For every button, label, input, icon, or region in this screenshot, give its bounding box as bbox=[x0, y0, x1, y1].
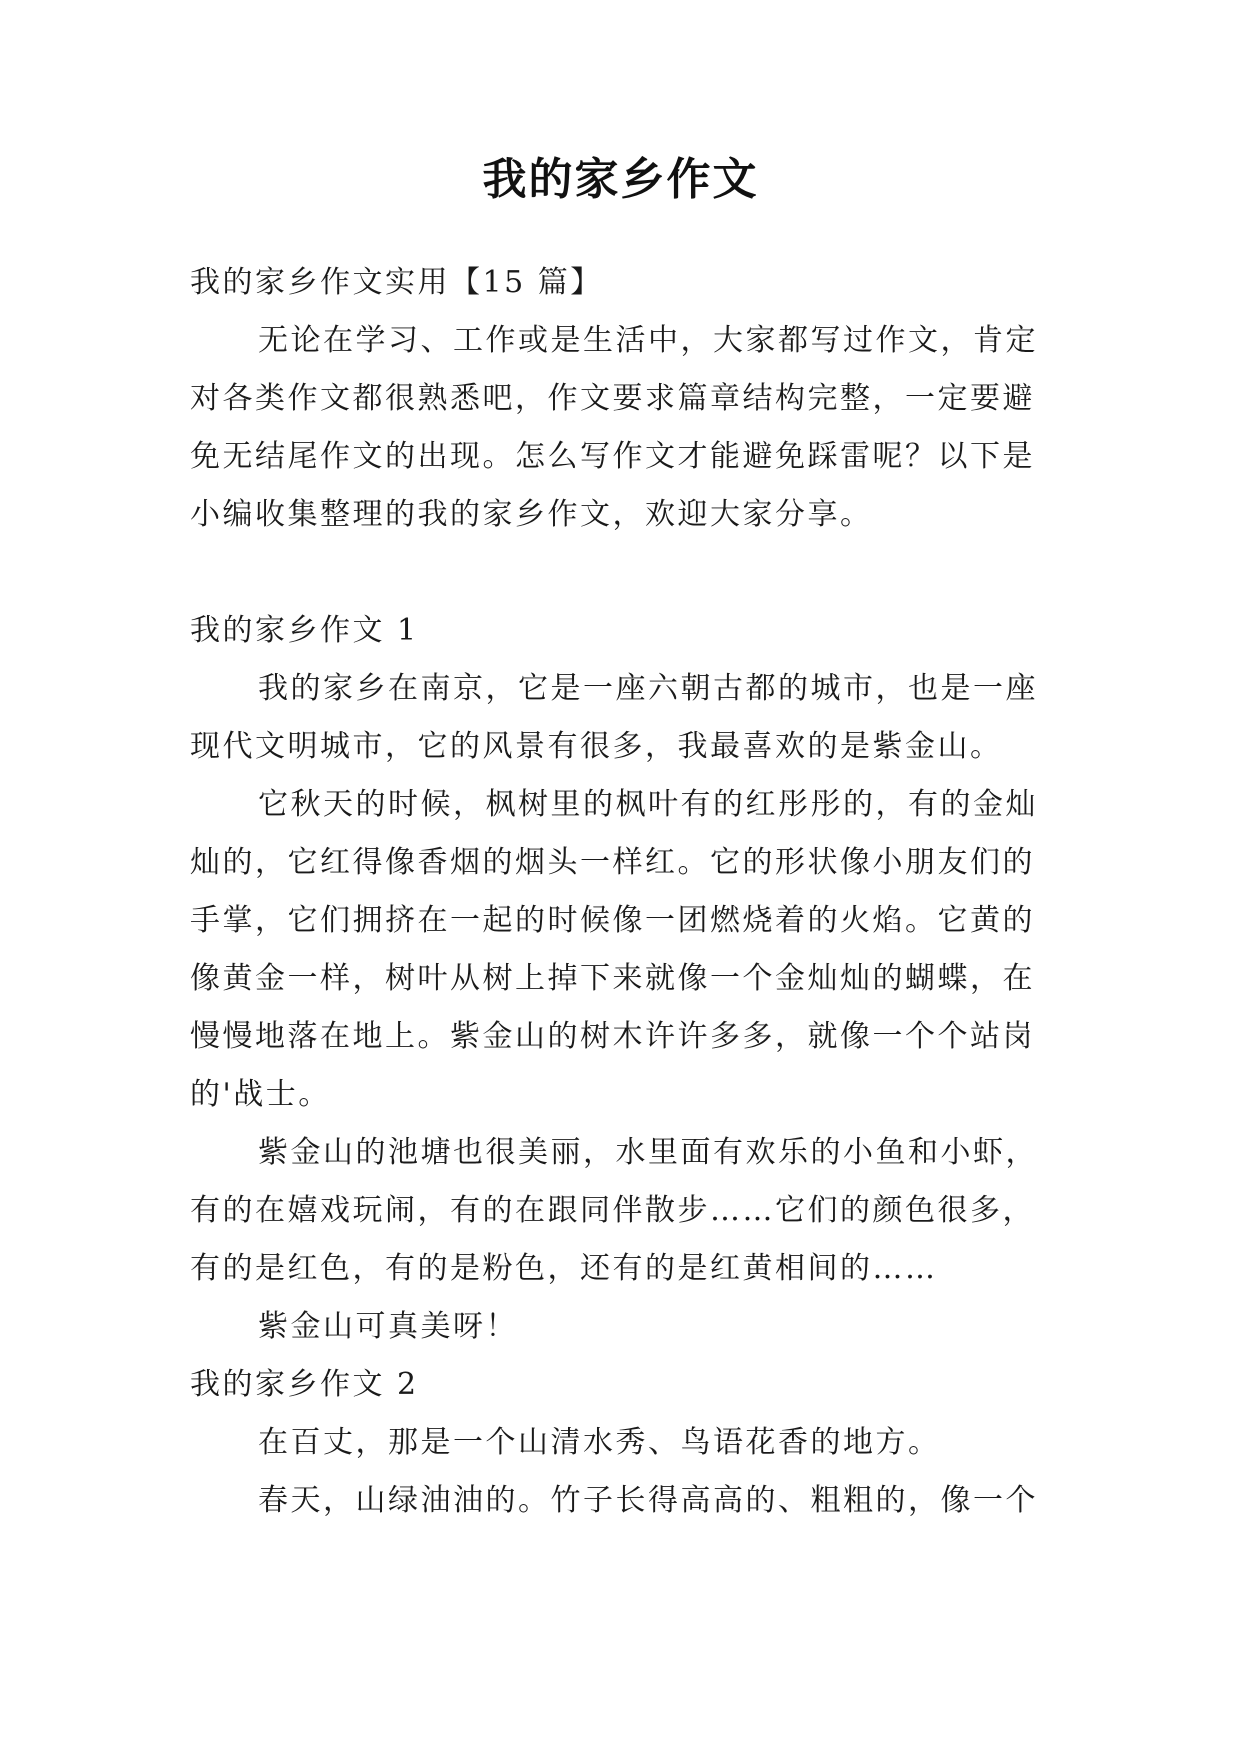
paragraph-line: 手掌，它们拥挤在一起的时候像一团燃烧着的火焰。它黄的 bbox=[190, 903, 1035, 938]
paragraph-line: 紫金山的池塘也很美丽，水里面有欢乐的小鱼和小虾， bbox=[258, 1135, 1038, 1170]
intro-line: 免无结尾作文的出现。怎么写作文才能避免踩雷呢？以下是 bbox=[190, 439, 1035, 474]
paragraph-line: 灿的，它红得像香烟的烟头一样红。它的形状像小朋友们的 bbox=[190, 845, 1035, 880]
intro-line: 无论在学习、工作或是生活中，大家都写过作文，肯定 bbox=[258, 323, 1038, 358]
section-spacer bbox=[190, 544, 1050, 602]
paragraph-line: 像黄金一样，树叶从树上掉下来就像一个金灿灿的蝴蝶，在 bbox=[190, 961, 1035, 996]
essay-heading: 我的家乡作文 2 bbox=[190, 1367, 419, 1402]
essay-heading: 我的家乡作文 1 bbox=[190, 613, 419, 648]
document-body bbox=[190, 254, 1050, 1530]
paragraph-line: 现代文明城市，它的风景有很多，我最喜欢的是紫金山。 bbox=[190, 729, 1003, 764]
paragraph-line: 在百丈，那是一个山清水秀、鸟语花香的地方。 bbox=[258, 1425, 941, 1460]
paragraph-line: 紫金山可真美呀！ bbox=[258, 1309, 518, 1344]
document-title: 我的家乡作文 bbox=[482, 154, 759, 205]
document-subtitle: 我的家乡作文实用【15 篇】 bbox=[190, 265, 603, 300]
paragraph-line: 慢慢地落在地上。紫金山的树木许许多多，就像一个个站岗 bbox=[190, 1019, 1035, 1054]
paragraph-line: 春天，山绿油油的。竹子长得高高的、粗粗的，像一个 bbox=[258, 1483, 1038, 1518]
paragraph-line: 的'战士。 bbox=[190, 1077, 331, 1112]
intro-line: 小编收集整理的我的家乡作文，欢迎大家分享。 bbox=[190, 497, 873, 532]
paragraph-line: 我的家乡在南京，它是一座六朝古都的城市，也是一座 bbox=[258, 671, 1038, 706]
intro-line: 对各类作文都很熟悉吧，作文要求篇章结构完整，一定要避 bbox=[190, 381, 1035, 416]
paragraph-line: 它秋天的时候，枫树里的枫叶有的红彤彤的，有的金灿 bbox=[258, 787, 1038, 822]
paragraph-line: 有的在嬉戏玩闹，有的在跟同伴散步……它们的颜色很多， bbox=[190, 1193, 1035, 1228]
paragraph-line: 有的是红色，有的是粉色，还有的是红黄相间的…… bbox=[190, 1251, 938, 1286]
